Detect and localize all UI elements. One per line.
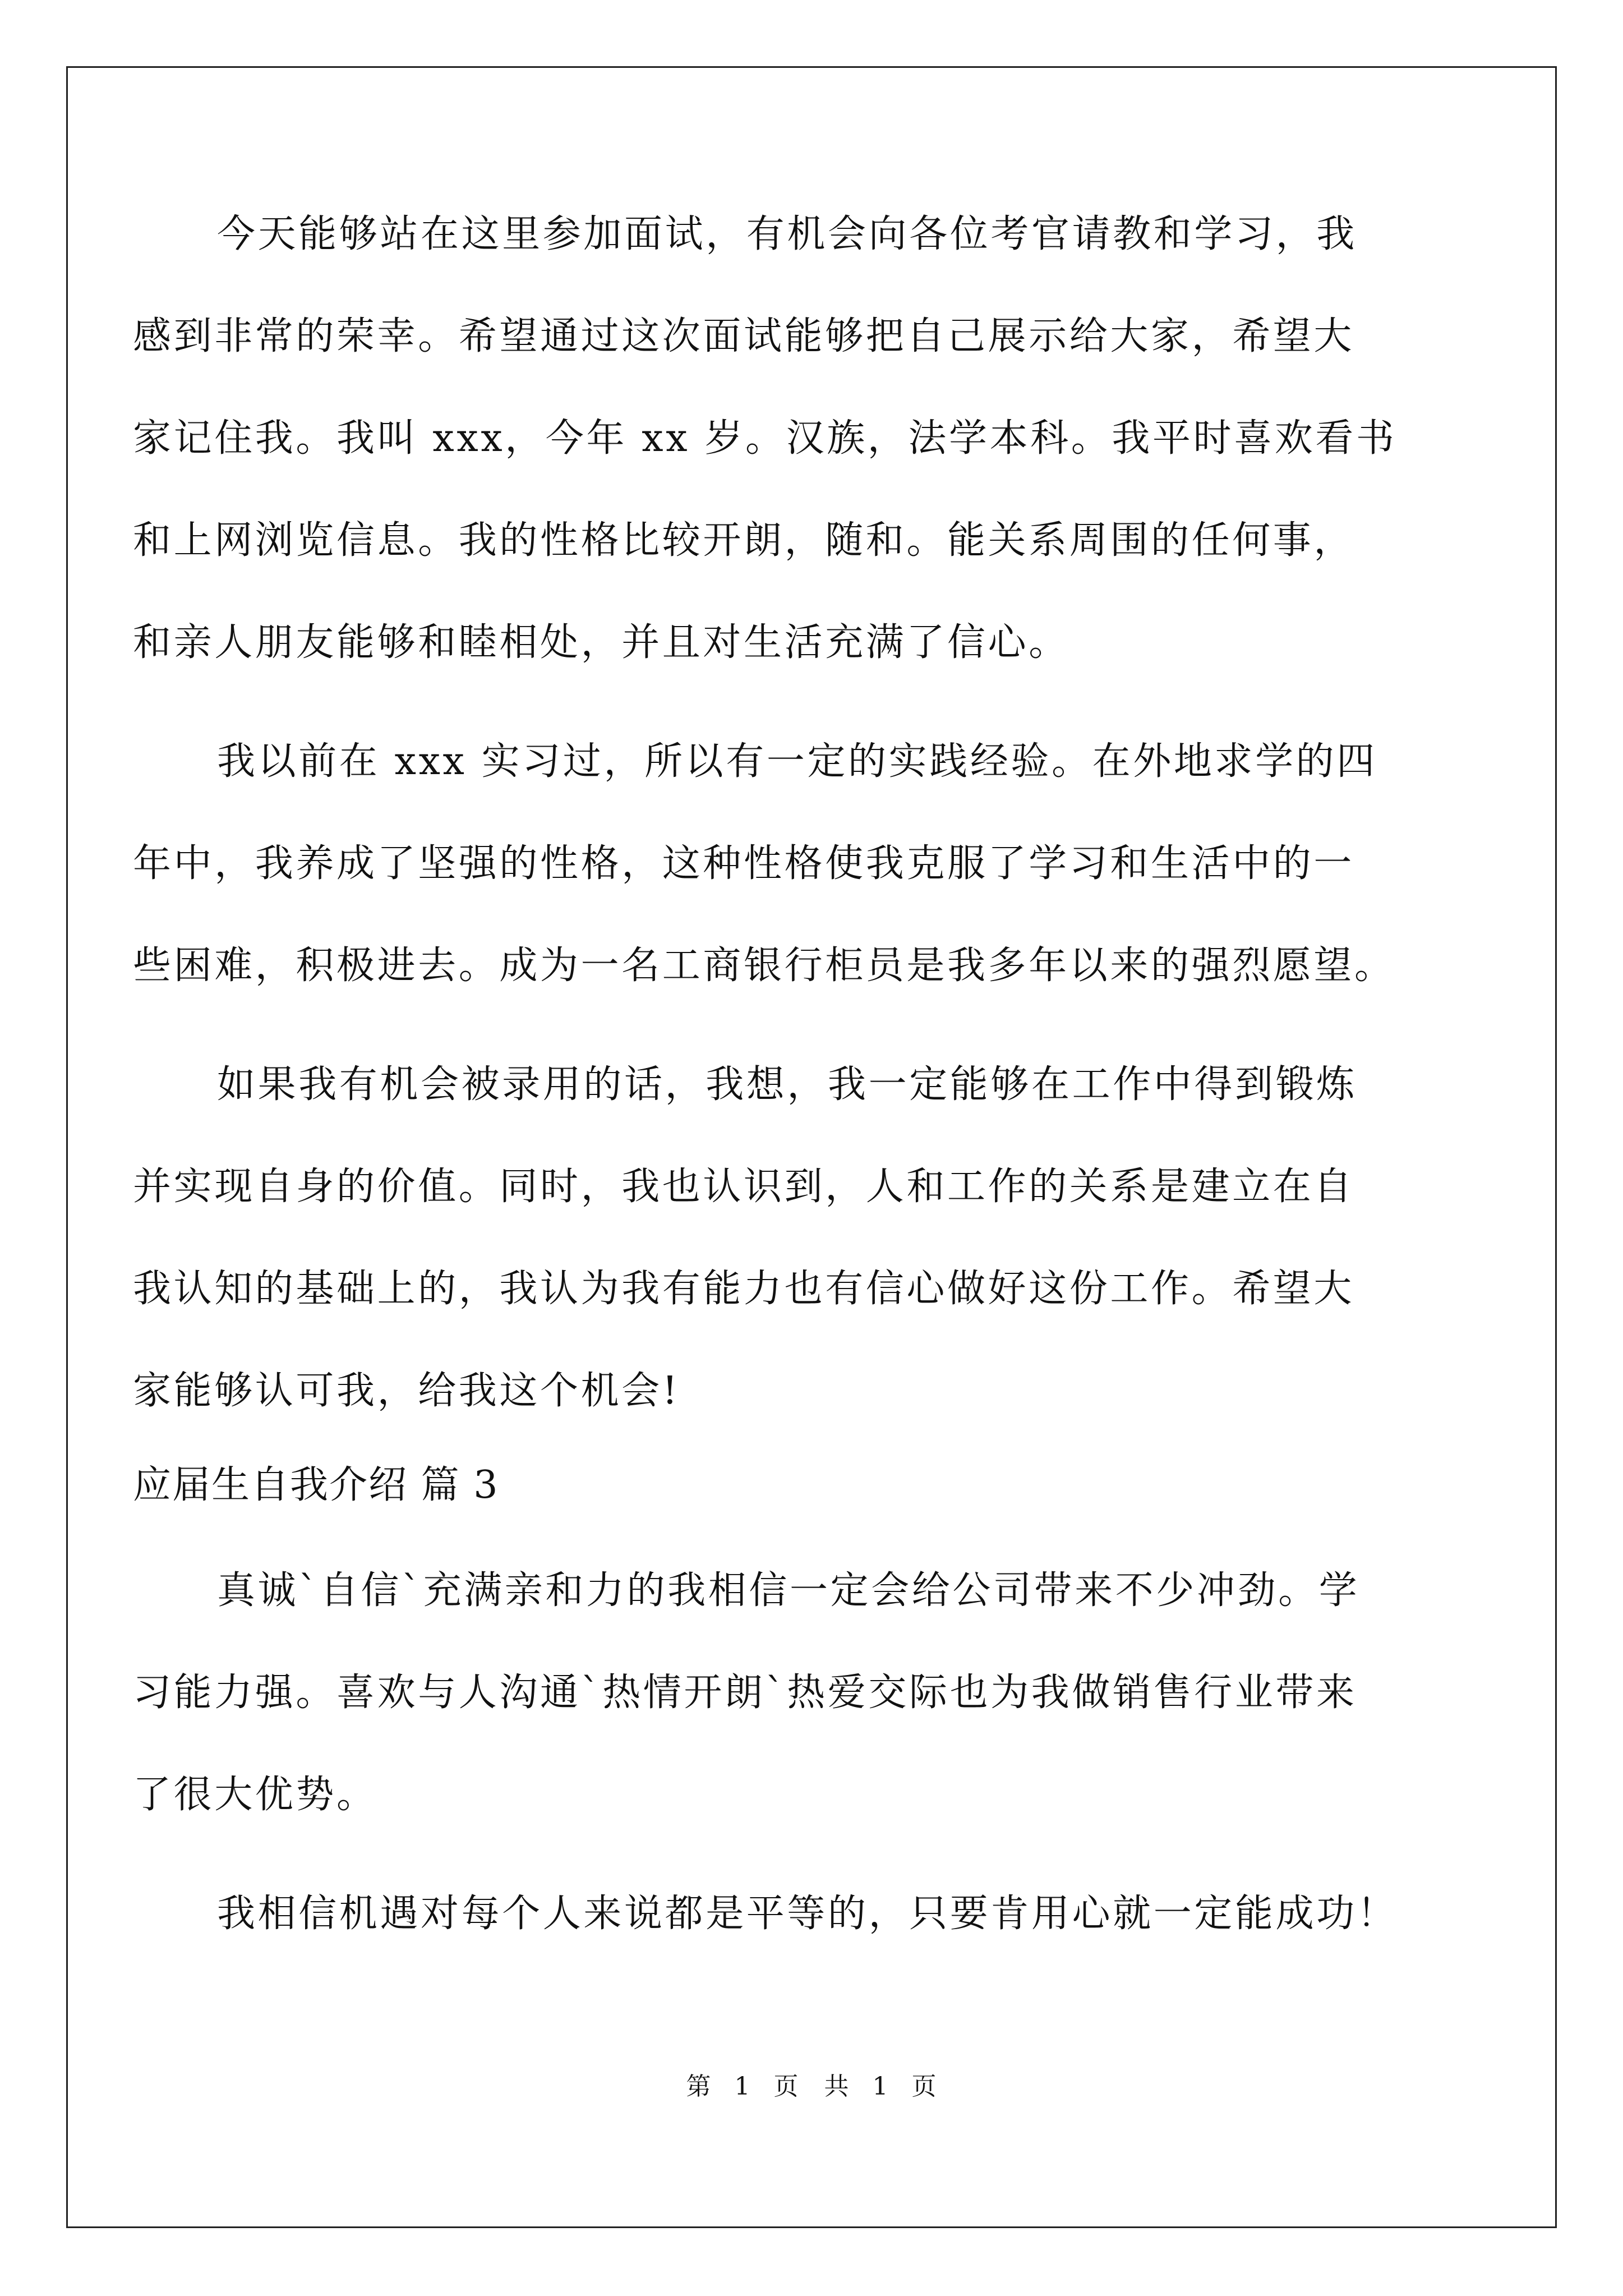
text-line: 我相信机遇对每个人来说都是平等的，只要肯用心就一定能成功！: [217, 1892, 1398, 1936]
text-line: 和亲人朋友能够和睦相处，并且对生活充满了信心。: [133, 620, 1069, 665]
text-line: 些困难，积极进去。成为一名工商银行柜员是我多年以来的强烈愿望。: [133, 944, 1395, 988]
text-line: 习能力强。喜欢与人沟通`热情开朗`热爱交际也为我做销售行业带来: [133, 1671, 1357, 1715]
text-line: 感到非常的荣幸。希望通过这次面试能够把自己展示给大家，希望大: [133, 314, 1355, 358]
text-line: 并实现自身的价值。同时，我也认识到，人和工作的关系是建立在自: [133, 1165, 1355, 1209]
text-line: 今天能够站在这里参加面试，有机会向各位考官请教和学习，我: [217, 212, 1357, 256]
text-line: 真诚`自信`充满亲和力的我相信一定会给公司带来不少冲劲。学: [217, 1568, 1360, 1613]
text-line: 和上网浏览信息。我的性格比较开朗，随和。能关系周围的任何事，: [133, 518, 1355, 563]
text-line: 我以前在 xxx 实习过，所以有一定的实践经验。在外地求学的四: [217, 739, 1377, 784]
text-line: 家记住我。我叫 xxx，今年 xx 岁。汉族，法学本科。我平时喜欢看书: [133, 416, 1397, 461]
text-line: 了很大优势。: [133, 1773, 377, 1817]
page-number-footer: 第 1 页 共 1 页: [686, 2072, 937, 2101]
text-line: 年中，我养成了坚强的性格，这种性格使我克服了学习和生活中的一: [133, 841, 1355, 886]
text-line: 家能够认可我，给我这个机会!: [133, 1369, 680, 1413]
text-line: 我认知的基础上的，我认为我有能力也有信心做好这份工作。希望大: [133, 1267, 1355, 1311]
section-heading: 应届生自我介绍 篇 3: [133, 1463, 499, 1507]
text-line: 如果我有机会被录用的话，我想，我一定能够在工作中得到锻炼: [217, 1062, 1357, 1107]
